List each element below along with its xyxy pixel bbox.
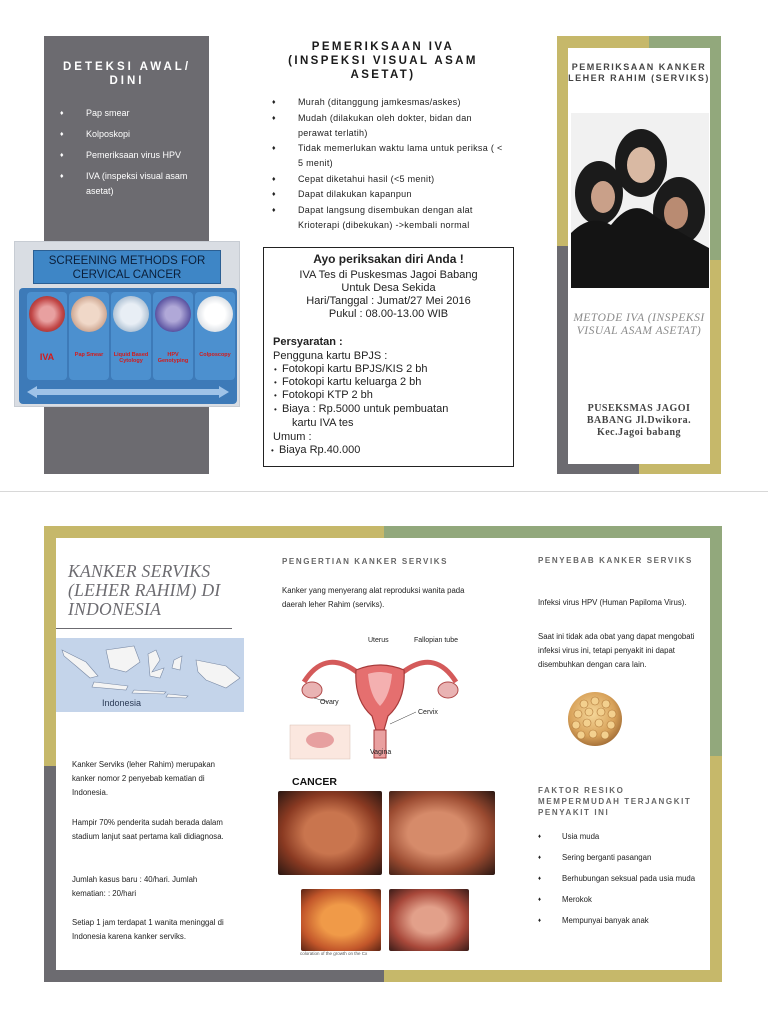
uterus-diagram — [284, 630, 476, 762]
cover-title: PEMERIKSAAN KANKER LEHER RAHIM (SERVIKS) — [568, 62, 710, 83]
method-label: HPV Genotyping — [157, 352, 189, 364]
map-label: Indonesia — [102, 698, 142, 708]
list-item: ♦ Mempunyai banyak anak — [538, 914, 708, 928]
diagram-label-fallopian: Fallopian tube — [414, 637, 458, 644]
risk-factor-list — [538, 830, 708, 935]
invitation-time: Pukul : 08.00-13.00 WIB — [328, 308, 449, 320]
fact-paragraph: Jumlah kasus baru : 40/hari. Jumlah kematian: : 20/hari — [72, 875, 198, 898]
women-group-photo — [571, 113, 709, 288]
invitation-box — [263, 247, 514, 467]
cancer-photo-3 — [301, 889, 381, 951]
requirement-item: • Fotokopi KTP 2 bh — [282, 389, 373, 402]
list-item: ♦ Usia muda — [538, 830, 708, 844]
list-item: ♦ Cepat diketahui hasil (<5 menit) — [272, 172, 504, 187]
frame-accent — [710, 526, 722, 756]
fact-paragraph: Kanker Serviks (leher Rahim) merupakan kanker nomor 2 penyebab kematian di Indonesia. — [72, 760, 215, 797]
cover-method: METODE IVA (INSPEKSI VISUAL ASAM ASETAT) — [573, 312, 705, 337]
frame-accent — [44, 766, 56, 982]
photo-caption: coloration of the growth on the Cx — [300, 951, 368, 956]
requirement-item: • Fotokopi kartu BPJS/KIS 2 bh — [282, 363, 428, 376]
requirement-item: • Biaya : Rp.5000 untuk pembuatan — [282, 403, 448, 416]
list-item: ♦ Murah (ditanggung jamkesmas/askes) — [272, 95, 504, 110]
definition-heading: PENGERTIAN KANKER SERVIKS — [282, 557, 449, 566]
fact-paragraph: Setiap 1 jam terdapat 1 wanita meninggal di Indonesia karena kanker serviks. — [72, 918, 224, 941]
method-card-lbc — [111, 292, 151, 380]
method-card-pap — [69, 292, 109, 380]
invitation-village: Untuk Desa Sekida — [341, 282, 436, 294]
diagram-label-uterus: Uterus — [368, 637, 389, 644]
general-label: Umum : — [273, 431, 312, 443]
frame-accent — [44, 526, 56, 766]
list-item: ♦ Tidak memerlukan waktu lama untuk periksa ( < 5 menit) — [272, 141, 504, 171]
cover-location: PUSEKSMAS JAGOI BABANG Jl.Dwikora. Kec.Jagoi babang — [586, 403, 692, 438]
cancer-photo-1 — [278, 791, 382, 875]
frame-accent — [44, 526, 384, 538]
hpv-virus-icon — [566, 690, 624, 748]
diagram-label-ovary: Ovary — [320, 699, 339, 706]
pap-smear-photo-icon — [71, 296, 107, 332]
double-arrow-icon — [27, 386, 229, 398]
hpv-genotyping-photo-icon — [155, 296, 191, 332]
frame-accent — [710, 756, 722, 982]
list-item: ♦ IVA (inspeksi visual asam asetat) — [58, 169, 204, 199]
iva-benefits-list — [272, 95, 504, 233]
frame-accent — [384, 526, 722, 538]
list-item: ♦ Merokok — [538, 893, 708, 907]
iva-exam-title: PEMERIKSAAN IVA (INSPEKSI VISUAL ASAM ASETAT) — [288, 41, 478, 81]
screening-heading: SCREENING METHODS FOR CERVICAL CANCER — [33, 250, 221, 284]
cervical-cancer-indonesia-title: KANKER SERVIKS (LEHER RAHIM) DI INDONESIA — [68, 561, 221, 619]
cancer-label: CANCER — [292, 776, 337, 788]
list-item: ♦ Mudah (dilakukan oleh dokter, bidan dan perawat terlatih) — [272, 111, 504, 141]
diagram-label-cervix: Cervix — [418, 709, 438, 716]
cause-text: Infeksi virus HPV (Human Papiloma Virus). — [538, 598, 687, 607]
invitation-date: Hari/Tanggal : Jumat/27 Mei 2016 — [306, 295, 471, 307]
divider — [56, 628, 232, 629]
list-item: ♦ Kolposkopi — [58, 127, 204, 142]
requirement-item-continued: kartu IVA tes — [292, 417, 354, 429]
indonesia-map — [56, 638, 244, 712]
list-item: ♦ Pemeriksaan virus HPV — [58, 148, 204, 163]
cancer-photo-4 — [389, 889, 469, 951]
invitation-location: IVA Tes di Puskesmas Jagoi Babang — [299, 269, 478, 281]
screening-methods-image — [14, 241, 240, 407]
cytology-photo-icon — [113, 296, 149, 332]
colposcope-photo-icon — [197, 296, 233, 332]
list-item: ♦ Dapat dilakukan kapanpun — [272, 187, 504, 202]
list-item: ♦ Sering berganti pasangan — [538, 851, 708, 865]
risk-factor-heading: FAKTOR RESIKO MEMPERMUDAH TERJANGKIT PENYAKIT INI — [538, 786, 692, 817]
women-silhouette-illustration — [571, 113, 709, 288]
requirements-label: Persyaratan : — [273, 336, 343, 348]
general-fee: • Biaya Rp.40.000 — [279, 444, 360, 457]
method-label: IVA — [39, 352, 55, 362]
screening-methods-strip — [19, 288, 237, 404]
frame-accent — [384, 970, 722, 982]
requirement-item: • Fotokopi kartu keluarga 2 bh — [282, 376, 421, 389]
method-card-iva — [27, 292, 67, 380]
cause-detail: Saat ini tidak ada obat yang dapat mengobati infeksi virus ini, tetapi penyakit ini dapat disembuhkan dengan cara lain. — [538, 632, 695, 669]
invitation-heading: Ayo periksakan diri Anda ! — [313, 252, 464, 266]
list-item: ♦ Berhubungan seksual pada usia muda — [538, 872, 708, 886]
cancer-photo-2 — [389, 791, 495, 875]
early-detection-list — [58, 106, 204, 205]
definition-text: Kanker yang menyerang alat reproduksi wanita pada daerah leher Rahim (serviks). — [282, 586, 465, 609]
method-card-hpv — [153, 292, 193, 380]
method-card-colposcopy — [195, 292, 235, 380]
method-label: Colposcopy — [199, 352, 231, 358]
cervix-photo-icon — [29, 296, 65, 332]
frame-accent — [44, 970, 384, 982]
cause-heading: PENYEBAB KANKER SERVIKS — [538, 556, 693, 565]
requirements-intro: Pengguna kartu BPJS : — [273, 350, 388, 362]
indonesia-map-illustration — [56, 638, 244, 712]
fact-paragraph: Hampir 70% penderita sudah berada dalam stadium lanjut saat pertama kali didiagnosa. — [72, 818, 224, 841]
early-detection-title: DETEKSI AWAL/ DINI — [62, 61, 192, 87]
list-item: ♦ Dapat langsung disembukan dengan alat Krioterapi (dibekukan) ->kembali normal — [272, 203, 504, 233]
list-item: ♦ Pap smear — [58, 106, 204, 121]
diagram-label-vagina: Vagina — [370, 749, 392, 756]
method-label: Pap Smear — [74, 352, 104, 358]
method-label: Liquid Based Cytology — [113, 352, 149, 364]
